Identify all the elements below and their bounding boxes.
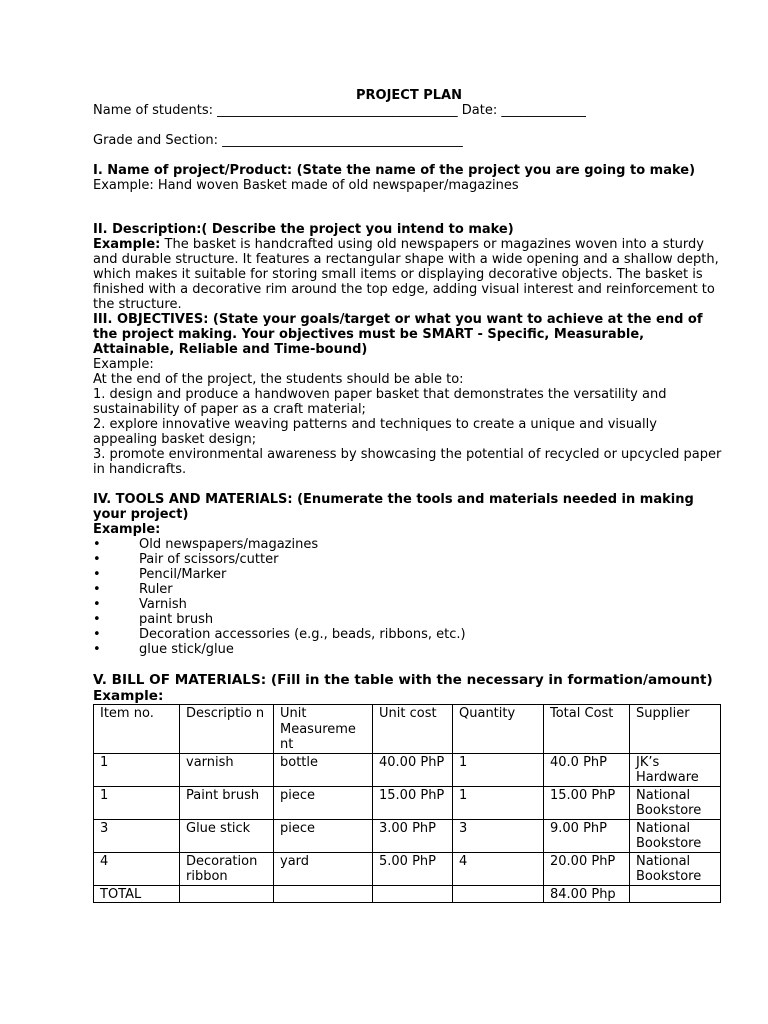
section1-heading: I. Name of project/Product: (State the name of the project you are going to make)	[93, 163, 696, 178]
section4-example-label: Example:	[93, 522, 161, 537]
bill-of-materials-table	[93, 704, 721, 903]
list-item	[93, 537, 723, 552]
table-cell: 3.00 PhP	[373, 819, 453, 852]
table-cell: National Bookstore	[630, 819, 721, 852]
table-row	[94, 852, 721, 885]
page-title: PROJECT PLAN	[356, 88, 462, 103]
list-item	[93, 582, 723, 597]
list-item	[93, 627, 723, 642]
section2-example-label: Example:	[93, 237, 161, 252]
grade-label: Grade and Section:	[93, 133, 219, 148]
section5-heading: V. BILL OF MATERIALS: (Fill in the table with the necessary in formation/amount)	[93, 672, 713, 688]
bullet-icon: •	[93, 642, 101, 657]
tools-list	[93, 537, 723, 657]
table-cell: 3	[453, 819, 544, 852]
table-cell: Decoration ribbon	[180, 852, 274, 885]
table-cell: National Bookstore	[630, 786, 721, 819]
table-cell: 3	[94, 819, 180, 852]
table-cell: TOTAL	[94, 885, 180, 903]
table-cell: 1	[453, 786, 544, 819]
table-cell: 1	[94, 753, 180, 786]
tool-label: Pencil/Marker	[139, 567, 227, 582]
students-line	[93, 103, 723, 118]
objective-item: 1. design and produce a handwoven paper basket that demonstrates the versatility and sustainability of paper as a craft material;	[93, 387, 667, 417]
tool-label: Pair of scissors/cutter	[139, 552, 279, 567]
bullet-icon: •	[93, 612, 101, 627]
tool-label: Varnish	[139, 597, 187, 612]
table-cell: JK’s Hardware	[630, 753, 721, 786]
list-item	[93, 552, 723, 567]
date-blank: _____________	[501, 103, 586, 118]
bullet-icon: •	[93, 537, 101, 552]
table-cell: 5.00 PhP	[373, 852, 453, 885]
table-total-row	[94, 885, 721, 903]
list-item	[93, 567, 723, 582]
table-cell: 40.00 PhP	[373, 753, 453, 786]
bullet-icon: •	[93, 567, 101, 582]
tool-label: glue stick/glue	[139, 642, 234, 657]
section5-example-label: Example:	[93, 688, 164, 704]
table-cell: National Bookstore	[630, 852, 721, 885]
grade-line	[93, 133, 723, 148]
objective-item: 2. explore innovative weaving patterns and techniques to create a unique and visually appealing basket design;	[93, 417, 657, 447]
objective-item: 3. promote environmental awareness by showcasing the potential of recycled or upcycled paper in handicrafts.	[93, 447, 722, 477]
section3-intro: At the end of the project, the students should be able to:	[93, 372, 464, 387]
table-cell: 4	[94, 852, 180, 885]
grade-blank: _____________________________________	[222, 133, 463, 148]
table-cell: 4	[453, 852, 544, 885]
section2-example-text: The basket is handcrafted using old newspapers or magazines woven into a sturdy and durable structure. It features a rectangular shape with a wide opening and a shallow depth, which makes it suitable for storing small items or displaying decorative objects. The basket is finished with a decorative rim around the top edge, adding visual interest and reinforcement to the structure.	[93, 237, 719, 312]
tool-label: Ruler	[139, 582, 173, 597]
table-cell	[453, 885, 544, 903]
table-row	[94, 819, 721, 852]
table-cell: 15.00 PhP	[373, 786, 453, 819]
table-header-row	[94, 705, 721, 754]
students-label: Name of students:	[93, 103, 213, 118]
table-cell: 1	[453, 753, 544, 786]
table-cell	[373, 885, 453, 903]
students-blank: _____________________________________	[217, 103, 458, 118]
document-page	[93, 88, 723, 903]
table-cell: 15.00 PhP	[544, 786, 630, 819]
column-header: Unit cost	[373, 705, 453, 754]
table-cell: 9.00 PhP	[544, 819, 630, 852]
tool-label: paint brush	[139, 612, 214, 627]
table-cell: varnish	[180, 753, 274, 786]
section2-example	[93, 237, 723, 312]
column-header: Descriptio n	[180, 705, 274, 754]
column-header: Item no.	[94, 705, 180, 754]
section3-example-label: Example:	[93, 357, 154, 372]
table-row	[94, 753, 721, 786]
table-cell	[274, 885, 373, 903]
table-cell: 84.00 Php	[544, 885, 630, 903]
column-header: Total Cost	[544, 705, 630, 754]
table-cell: piece	[274, 786, 373, 819]
list-item	[93, 597, 723, 612]
section1-example: Example: Hand woven Basket made of old newspaper/magazines	[93, 178, 519, 193]
section2-heading: II. Description:( Describe the project you intend to make)	[93, 222, 514, 237]
column-header: Supplier	[630, 705, 721, 754]
bullet-icon: •	[93, 597, 101, 612]
bullet-icon: •	[93, 582, 101, 597]
table-cell: Paint brush	[180, 786, 274, 819]
table-cell: yard	[274, 852, 373, 885]
table-cell	[180, 885, 274, 903]
tool-label: Old newspapers/magazines	[139, 537, 319, 552]
section3-heading: III. OBJECTIVES: (State your goals/target or what you want to achieve at the end of the project making. Your objectives must be SMART - Specific, Measurable, Attainable, Reliable and Time-bound)	[93, 312, 703, 357]
table-cell	[630, 885, 721, 903]
table-cell: 20.00 PhP	[544, 852, 630, 885]
table-row	[94, 786, 721, 819]
bullet-icon: •	[93, 552, 101, 567]
table-cell: bottle	[274, 753, 373, 786]
tool-label: Decoration accessories (e.g., beads, ribbons, etc.)	[139, 627, 466, 642]
table-cell: 1	[94, 786, 180, 819]
table-cell: piece	[274, 819, 373, 852]
column-header: Quantity	[453, 705, 544, 754]
list-item	[93, 612, 723, 627]
list-item	[93, 642, 723, 657]
section4-heading: IV. TOOLS AND MATERIALS: (Enumerate the tools and materials needed in making your project)	[93, 492, 694, 522]
bullet-icon: •	[93, 627, 101, 642]
table-cell: Glue stick	[180, 819, 274, 852]
column-header: Unit Measureme nt	[274, 705, 373, 754]
table-cell: 40.0 PhP	[544, 753, 630, 786]
date-label: Date:	[461, 103, 498, 118]
